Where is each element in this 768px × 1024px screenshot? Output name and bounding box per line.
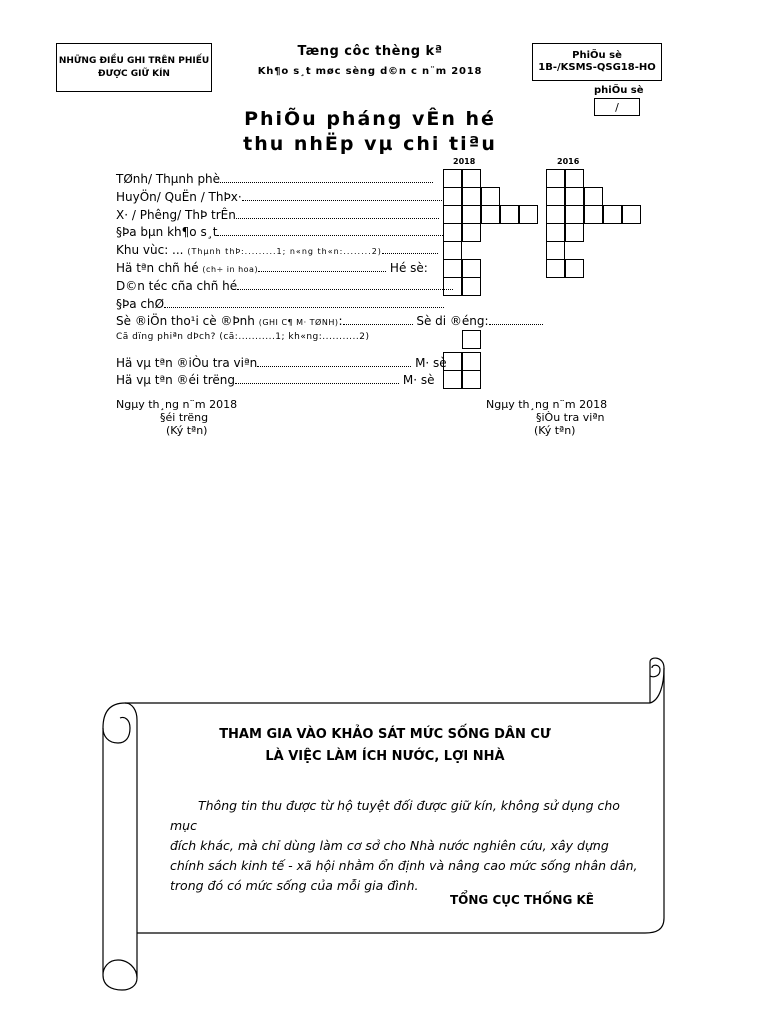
year-2018-label: 2018 (453, 157, 476, 166)
team-leader-label: Hä vµ tªn ®éi trëng (116, 373, 236, 387)
team-leader-code-label: M· sè (402, 373, 435, 387)
form-code-label: PhiÕu sè (572, 50, 622, 61)
banner-title-line-2: LÀ VIỆC LÀM ÍCH NƯỚC, LỢI NHÀ (265, 749, 505, 764)
banner-body-line-2: đích khác, mà chỉ dùng làm cơ sở cho Nhà nước nghiên cứu, xây dựng (170, 838, 609, 853)
address-label: §Þa chØ (116, 297, 165, 311)
team-leader-sign-role: §éi trëng (160, 411, 209, 424)
confidential-line-1: NHỮNG ĐIỀU GHI TRÊN PHIẾU (58, 55, 210, 66)
mobile-label: Sè di ®éng: (416, 314, 489, 328)
phone-label: Sè ®iÖn tho¹i cè ®Þnh (116, 314, 255, 328)
household-head-hint: (ch÷ in hoa) (202, 265, 259, 274)
banner-body-line-1: Thông tin thu được từ hộ tuyệt đối được giữ kín, không sử dụng cho mục (170, 798, 620, 833)
form-code-value: 1B-/KSMS-QSG18-HO (538, 62, 656, 73)
household-number-label: Hé sè: (389, 261, 428, 275)
sheet-number-label: phiÕu sè (594, 85, 644, 96)
survey-area-label: §Þa bµn kh¶o s¸t (116, 225, 218, 239)
banner-body-line-3: chính sách kinh tế - xã hội nhằm ổn định và nâng cao mức sống nhân dân, (170, 858, 638, 873)
phone-hint: (GHI C¶ M· TØNH) (258, 318, 339, 327)
zone-label: Khu vùc: ... (116, 243, 184, 257)
zone-hint: (Thµnh thÞ:.........1; n«ng th«n:........2) (187, 247, 382, 256)
team-leader-sign-note: (Ký tªn) (166, 424, 208, 437)
banner-title-line-1: THAM GIA VÀO KHẢO SÁT MỨC SỐNG DÂN CƯ (219, 727, 551, 742)
year-2016-label: 2016 (557, 157, 580, 166)
team-leader-sign-date: Ngµy th¸ng n¨m 2018 (116, 398, 238, 411)
interviewer-sign-note: (Ký tªn) (534, 424, 576, 437)
sheet-number-field[interactable]: / (594, 98, 640, 116)
ethnic-label: D©n téc cña chñ hé (116, 279, 238, 293)
confidential-line-2: ĐƯỢC GIỮ KÍN (98, 68, 170, 79)
banner-body (170, 796, 640, 896)
form-title-line-2: thu nhËp vµ chi tiªu (243, 133, 497, 155)
survey-name: Kh¶o s¸t møc sèng d©n c n¨m 2018 (257, 66, 483, 77)
interpreter-label: Cã dïng phiªn dÞch? (cã:...........1; kh«ng:...........2) (116, 332, 370, 342)
interviewer-sign-role: §iÒu tra viªn (536, 411, 605, 424)
banner-body-line-4: trong đó có mức sống của mỗi gia đình. (170, 878, 419, 893)
banner-organization: TỔNG CỤC THỐNG KÊ (450, 893, 594, 907)
household-head-label: Hä tªn chñ hé (116, 261, 199, 275)
interviewer-code-label: M· sè (415, 356, 447, 370)
form-title-line-1: PhiÕu pháng vÊn hé (244, 108, 496, 130)
interviewer-sign-date: Ngµy th¸ng n¨m 2018 (486, 398, 608, 411)
district-label: HuyÖn/ QuËn / ThÞx· (116, 190, 242, 204)
commune-label: X· / Phêng/ ThÞ trÊn (116, 208, 236, 222)
phone-separator: : (338, 314, 343, 328)
province-label: TØnh/ Thµnh phè (116, 172, 221, 186)
interviewer-label: Hä vµ tªn ®iÒu tra viªn (116, 356, 258, 370)
agency-name: Tæng côc thèng kª (297, 44, 443, 59)
